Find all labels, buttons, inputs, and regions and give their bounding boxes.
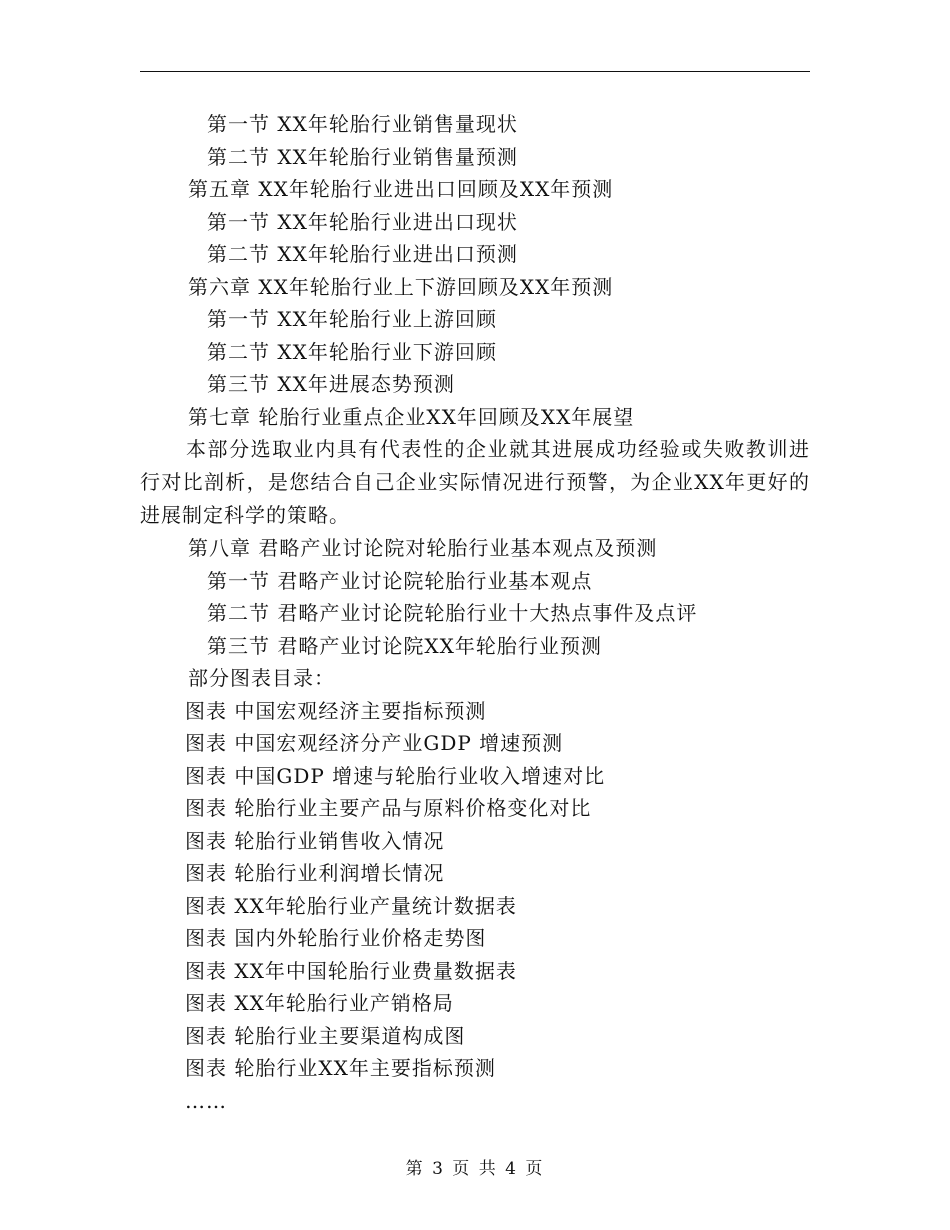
figures-heading: 部分图表目录： [188,666,335,690]
page-footer: 第 3 页 共 4 页 [405,1159,545,1179]
toc-section-line: 第二节 XX年轮胎行业进出口预测 [207,242,518,266]
ellipsis: …… [185,1088,227,1113]
toc-chapter-line: 第八章 君略产业讨论院对轮胎行业基本观点及预测 [188,536,658,560]
figure-list-item: 图表 轮胎行业XX年主要指标预测 [185,1056,496,1080]
toc-section-line: 第三节 XX年进展态势预测 [207,372,455,396]
figure-list-item: 图表 中国宏观经济分产业GDP 增速预测 [185,731,564,755]
toc-section-line: 第二节 XX年轮胎行业销售量预测 [207,144,518,169]
toc-section-line: 第二节 君略产业讨论院轮胎行业十大热点事件及点评 [207,601,698,625]
figure-list-item: 图表 中国GDP 增速与轮胎行业收入增速对比 [185,763,606,788]
toc-section-line: 第一节 XX年轮胎行业销售量现状 [207,112,518,136]
figure-list-item: 图表 轮胎行业主要渠道构成图 [185,1023,466,1048]
toc-chapter-line: 第五章 XX年轮胎行业进出口回顾及XX年预测 [188,177,614,201]
figure-list-item: 图表 中国宏观经济主要指标预测 [185,698,487,723]
toc-section-line: 第一节 XX年轮胎行业进出口现状 [207,209,518,234]
chapter-description-paragraph: 本部分选取业内具有代表性的企业就其进展成功经验或失败教训进行对比剖析，是您结合自己企业实际情况进行预警，为企业XX年更好的进展制定科学的策略。 [140,437,810,527]
figure-list-item: 图表 XX年中国轮胎行业费量数据表 [185,958,517,983]
toc-section-line: 第一节 XX年轮胎行业上游回顾 [207,307,497,331]
toc-section-line: 第二节 XX年轮胎行业下游回顾 [207,339,497,364]
figure-list-item: 图表 轮胎行业销售收入情况 [185,828,445,853]
toc-chapter-line: 第七章 轮胎行业重点企业XX年回顾及XX年展望 [188,404,635,429]
figure-list-item: 图表 轮胎行业主要产品与原料价格变化对比 [185,796,592,820]
document-body [140,108,810,1117]
figure-list-item: 图表 XX年轮胎行业产销格局 [185,991,454,1015]
header-rule [140,71,810,72]
figure-list-item: 图表 轮胎行业利润增长情况 [185,861,445,885]
figure-list-item: 图表 国内外轮胎行业价格走势图 [185,926,487,950]
toc-section-line: 第三节 君略产业讨论院XX年轮胎行业预测 [207,633,602,658]
toc-section-line: 第一节 君略产业讨论院轮胎行业基本观点 [207,568,593,593]
figure-list-item: 图表 XX年轮胎行业产量统计数据表 [185,893,517,918]
toc-chapter-line: 第六章 XX年轮胎行业上下游回顾及XX年预测 [188,274,614,299]
